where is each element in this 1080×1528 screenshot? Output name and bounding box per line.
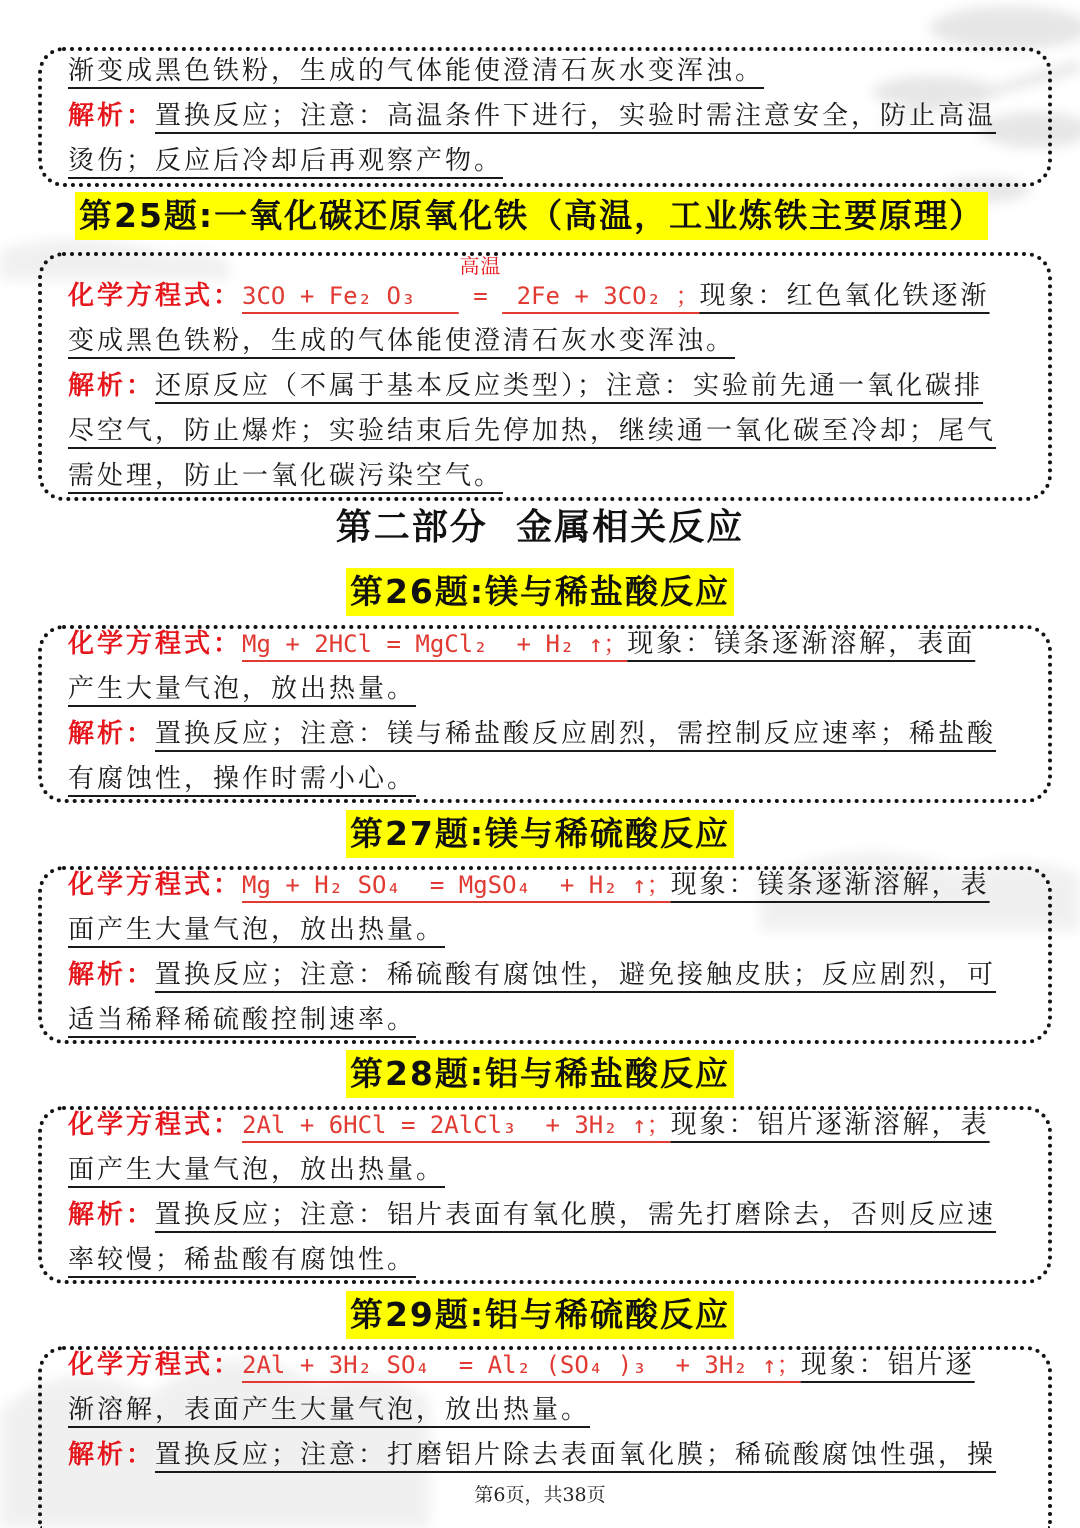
question-heading-28 [0,1050,1080,1098]
page-number: 第6页，共38页 [474,1484,606,1506]
text-line [68,253,996,319]
text-line [68,49,996,94]
question-title: 第26题:镁与稀盐酸反应 [346,568,734,616]
text-line [68,1193,996,1238]
card-text [68,49,996,184]
chemical-equation: Mg + 2HCl = MgCl₂ + H₂ ↑； [242,629,628,658]
reaction-card-27 [38,866,1052,1044]
text-line [68,454,996,499]
text-line [68,622,996,667]
field-label: 解析： [68,1199,156,1230]
text-line [68,863,996,908]
body-text: 置换反应；注意：镁与稀盐酸反应剧烈，需控制反应速率；稀盐酸 [155,718,997,749]
body-text: 有腐蚀性，操作时需小心。 [68,763,417,794]
question-title: 第29题:铝与稀硫酸反应 [346,1291,734,1339]
body-text: 置换反应；注意：高温条件下进行，实验时需注意安全，防止高温 [155,101,997,131]
text-line [68,953,996,998]
field-label: 化学方程式： [68,628,243,659]
text-line [68,998,996,1043]
field-label: 化学方程式： [68,1349,243,1380]
body-text: 现象：铝片逐 [800,1349,975,1380]
body-text: 产生大量气泡，放出热量。 [68,673,417,704]
text-line [68,94,996,139]
field-label: 解析： [68,959,156,990]
text-line [68,319,996,364]
reaction-card-25 [38,252,1052,501]
chemical-equation [458,253,503,319]
question-title: 第27题:镁与稀硫酸反应 [346,810,734,858]
card-text [68,1343,996,1478]
card-text [68,863,996,1043]
text-line [68,1388,996,1433]
text-line [68,667,996,712]
body-text: 适当稀释稀硫酸控制速率。 [68,1004,417,1035]
body-text: 现象：镁条逐渐溶解，表 [670,869,990,900]
question-heading-26 [0,568,1080,616]
question-heading-25 [75,192,988,240]
question-heading-27 [0,810,1080,858]
body-text: 现象：镁条逐渐溶解，表面 [627,628,976,659]
body-text: 尽空气，防止爆炸；实验结束后先停加热，继续通一氧化碳至冷却；尾气 [68,415,997,446]
section-title: 第二部分 金属相关反应 [335,507,745,548]
field-label: 解析： [68,101,156,131]
chemical-equation: 2Al + 6HCl = 2AlCl₃ + 3H₂ ↑； [242,1110,671,1139]
body-text: 面产生大量气泡，放出热量。 [68,914,446,945]
text-line [68,409,996,454]
question-heading-29 [0,1291,1080,1339]
question-title: 第28题:铝与稀盐酸反应 [346,1050,734,1098]
body-text: 需处理，防止一氧化碳污染空气。 [68,460,504,491]
chemical-equation: 2Al + 3H₂ SO₄ = Al₂ (SO₄ )₃ + 3H₂ ↑； [242,1350,801,1379]
body-text: 渐溶解，表面产生大量气泡，放出热量。 [68,1394,591,1425]
question-title: 第25题:一氧化碳还原氧化铁（高温，工业炼铁主要原理） [75,192,988,240]
reaction-card-26 [38,625,1052,803]
body-text: 还原反应（不属于基本反应类型）；注意：实验前先通一氧化碳排 [155,370,984,401]
body-text: 现象：红色氧化铁逐渐 [699,280,990,311]
chemical-equation: 3CO + Fe₂ O₃ [242,281,459,310]
text-line [68,1238,996,1283]
card-text [68,253,997,499]
chemical-equation: 2Fe + 3CO₂ ； [502,281,700,310]
body-text: 置换反应；注意：打磨铝片除去表面氧化膜；稀硫酸腐蚀性强，操 [155,1439,997,1470]
card-text [68,622,996,802]
body-text: 变成黑色铁粉，生成的气体能使澄清石灰水变浑浊。 [68,325,736,356]
reaction-card-continued [38,47,1052,187]
field-label: 化学方程式： [68,280,243,311]
text-line [68,1433,996,1478]
text-line [68,139,996,184]
text-line [68,1148,996,1193]
text-line [68,908,996,953]
chemical-equation: Mg + H₂ SO₄ = MgSO₄ + H₂ ↑； [242,870,671,899]
field-label: 解析： [68,718,156,749]
body-text: 面产生大量气泡，放出热量。 [68,1154,446,1185]
body-text: 渐变成黑色铁粉，生成的气体能使澄清石灰水变浑浊。 [68,56,765,86]
text-line [68,757,996,802]
field-label: 解析： [68,1439,156,1470]
field-label: 化学方程式： [68,869,243,900]
body-text: 置换反应；注意：稀硫酸有腐蚀性，避免接触皮肤；反应剧烈，可 [155,959,997,990]
text-line [68,712,996,757]
body-text: 现象：铝片逐渐溶解，表 [670,1109,990,1140]
equals-sign: = [458,281,503,310]
field-label: 化学方程式： [68,1109,243,1140]
text-line [68,1343,996,1388]
field-label: 解析： [68,370,156,401]
card-text [68,1103,996,1283]
reaction-condition: 高温 [459,253,502,278]
body-text: 率较慢；稀盐酸有腐蚀性。 [68,1244,417,1275]
body-text: 置换反应；注意：铝片表面有氧化膜，需先打磨除去，否则反应速 [155,1199,997,1230]
reaction-card-28 [38,1106,1052,1284]
text-line [68,1103,996,1148]
body-text: 烫伤；反应后冷却后再观察产物。 [68,146,504,176]
text-line [68,364,996,409]
